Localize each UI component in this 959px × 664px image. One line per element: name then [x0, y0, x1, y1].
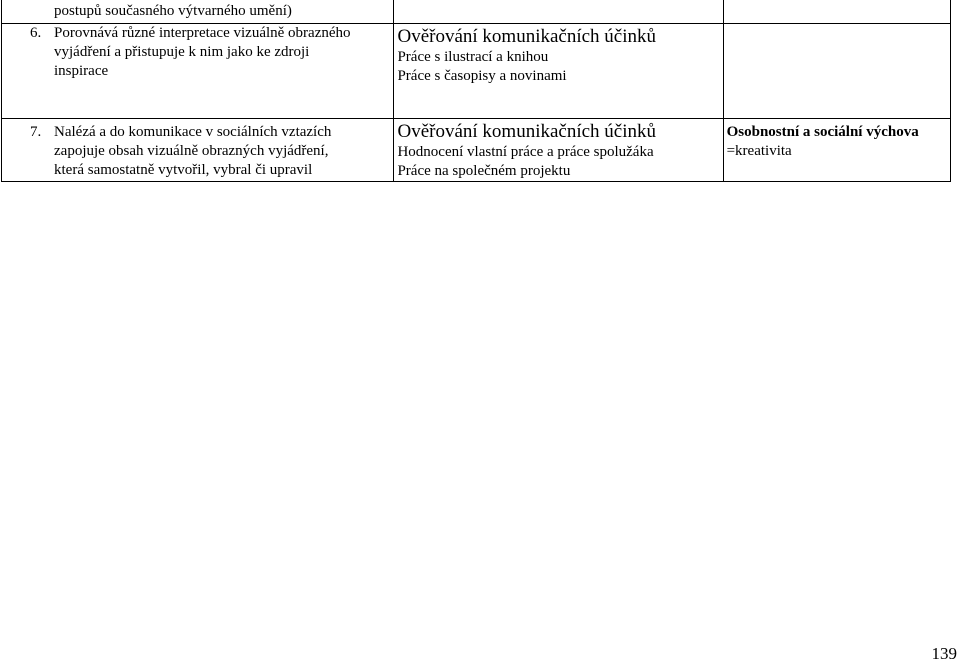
content-item: Práce na společném projektu [397, 163, 571, 179]
outcome-number: 6. [30, 25, 42, 41]
outcome-text: Nalézá a do komunikace v sociálních vztazích [54, 124, 332, 140]
content-item: Hodnocení vlastní práce a práce spolužáka [397, 144, 654, 160]
curriculum-table [1, 0, 951, 182]
table-row [2, 0, 951, 24]
outcome-text: zapojuje obsah vizuálně obrazných vyjádření, [54, 143, 329, 159]
theme-cell [723, 0, 950, 24]
outcome-text: která samostatně vytvořil, vybral či upravil [54, 162, 313, 178]
outcome-text: Porovnává různé interpretace vizuálně obrazného [54, 25, 351, 41]
content-item: Práce s ilustrací a knihou [397, 49, 549, 65]
table-row [2, 24, 951, 119]
outcome-cell [2, 119, 394, 182]
outcome-cell [2, 24, 394, 119]
outcome-text: postupů současného výtvarného umění) [54, 3, 292, 19]
outcome-text: inspirace [54, 63, 109, 79]
theme-cell [723, 24, 950, 119]
table-row [2, 119, 951, 182]
content-cell [394, 24, 723, 119]
page-number: 139 [931, 644, 957, 663]
theme-item: =kreativita [726, 143, 792, 159]
content-cell [394, 119, 723, 182]
theme-heading: Osobnostní a sociální výchova [726, 124, 919, 140]
content-item: Práce s časopisy a novinami [397, 68, 567, 84]
outcome-cell [2, 0, 394, 24]
theme-cell [723, 119, 950, 182]
content-heading: Ověřování komunikačních účinků [397, 26, 657, 47]
outcome-text: vyjádření a přistupuje k nim jako ke zdroji [54, 44, 310, 60]
outcome-number: 7. [30, 124, 42, 140]
content-heading: Ověřování komunikačních účinků [397, 121, 657, 142]
content-cell [394, 0, 723, 24]
